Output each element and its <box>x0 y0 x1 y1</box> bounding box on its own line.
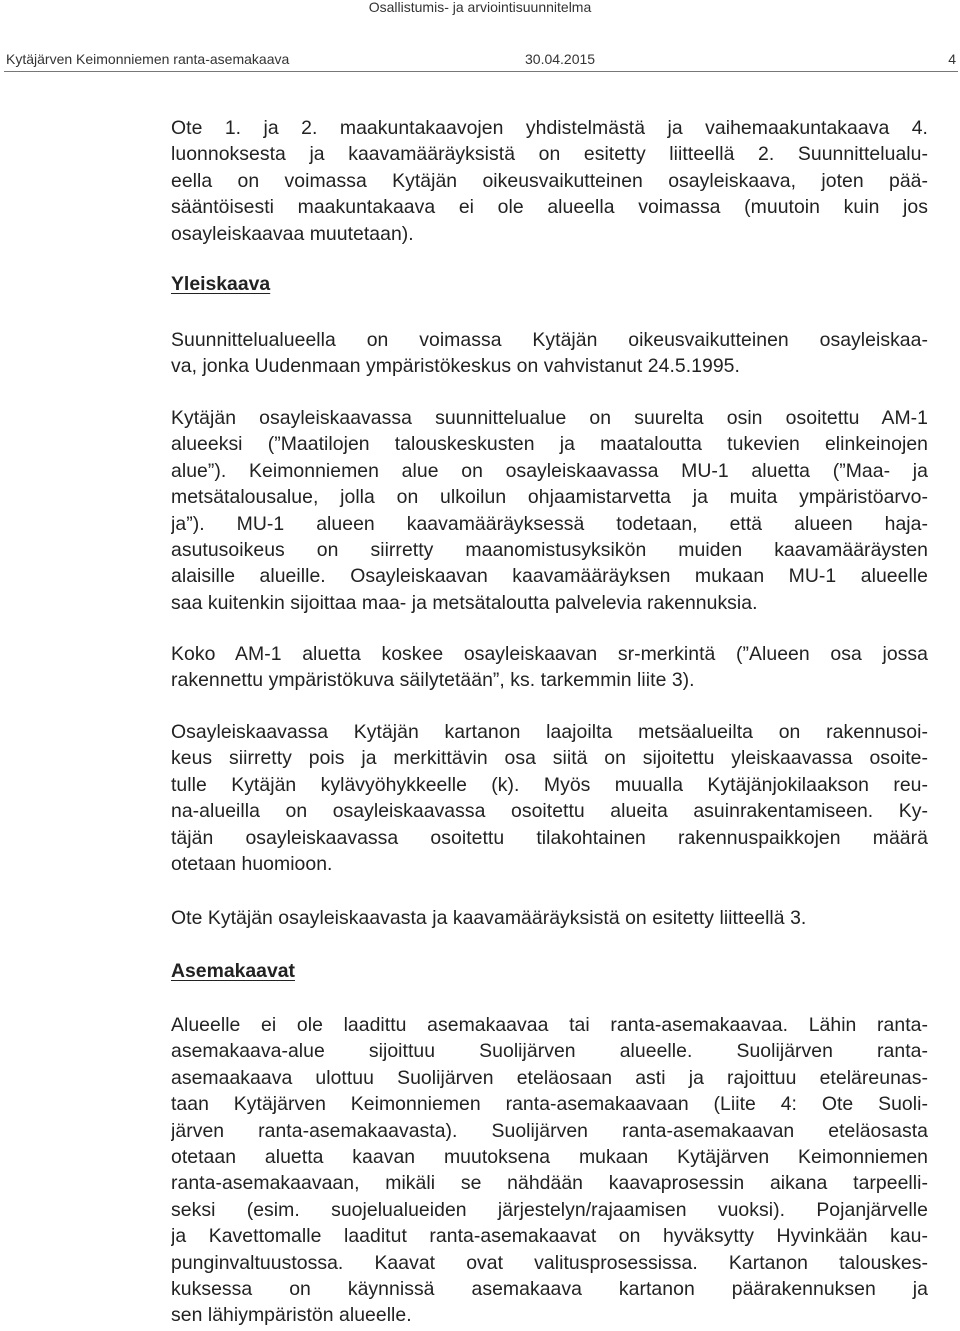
text-line: sääntöisesti maakuntakaava ei ole alueella voimassa (muutoin kuin jos <box>171 196 928 219</box>
paragraph-kartano <box>171 719 928 877</box>
document-date: 30.04.2015 <box>525 51 596 67</box>
text-line: alaisille alueille. Osayleiskaavan kaavamääräyksen mukaan MU-1 alueelle <box>171 565 928 588</box>
text-line: na-alueilla on osayleiskaavassa osoitettu alueita asuinrakentamiseen. Ky- <box>171 800 928 823</box>
text-line: ja Kavettomalle laaditut ranta-asemakaavat on hyväksytty Hyvinkään kau- <box>171 1225 928 1248</box>
heading-asemakaavat: Asemakaavat <box>171 960 295 982</box>
text-line: otetaan huomioon. <box>171 852 333 875</box>
text-line: punginvaltuustossa. Kaavat ovat valitusprosessissa. Kartanon talouskes- <box>171 1251 928 1274</box>
text-line: luonnoksesta ja kaavamääräyksistä on esitetty liitteellä 2. Suunnittelualu- <box>171 143 928 166</box>
document-title: Osallistumis- ja arviointisuunnitelma <box>368 0 592 15</box>
text-line: otetaan aluetta kaavan muutoksena mukaan Kytäjärven Keimonniemen <box>171 1145 928 1168</box>
header-divider <box>4 71 958 72</box>
text-line: ja”). MU-1 alueen kaavamääräyksessä todetaan, että alueen haja- <box>171 512 928 535</box>
text-line: rakennettu ympäristökuva säilytetään”, ks. tarkemmin liite 3). <box>171 669 695 692</box>
text-line: asemaakaava ulottuu Suolijärven eteläosaan asti ja rajoittuu eteläreunas- <box>171 1066 928 1089</box>
running-header <box>6 51 956 67</box>
text-line: asemakaava-alue sijoittuu Suolijärven alueelle. Suolijärven ranta- <box>171 1040 928 1063</box>
plan-name: Kytäjärven Keimonniemen ranta-asemakaava <box>6 51 290 67</box>
page-number: 4 <box>948 51 956 67</box>
text-line: osayleiskaavaa muutetaan). <box>171 222 414 245</box>
text-line: asutusoikeus on siirretty maanomistusyksikön muiden kaavamääräysten <box>171 538 928 561</box>
text-line: Osayleiskaavassa Kytäjän kartanon laajoilta metsäalueilta on rakennusoi- <box>171 721 928 743</box>
text-line: tulle Kytäjän kylävyöhykkeelle (k). Myös muualla Kytäjänjokilaakson reu- <box>171 773 928 796</box>
paragraph-liite3 <box>171 905 928 931</box>
text-line: sen lähiympäristön alueelle. <box>171 1304 412 1327</box>
heading-yleiskaava: Yleiskaava <box>171 273 271 295</box>
paragraph-yleiskaava-intro <box>171 327 928 380</box>
text-line: saa kuitenkin sijoittaa maa- ja metsätaloutta palvelevia rakennuksia. <box>171 591 758 614</box>
text-line: alueeksi (”Maatilojen talouskeskusten ja maataloutta tukevien elinkeinojen <box>171 433 928 456</box>
paragraph-am1 <box>171 641 928 694</box>
text-line: taan Kytäjärven Keimonniemen ranta-asemakaavaan (Liite 4: Ote Suoli- <box>171 1093 928 1116</box>
text-line: seksi (esim. suojelualueiden järjestelyn/rajaamisen vuoksi). Pojanjärvelle <box>171 1198 928 1221</box>
paragraph-osayleiskaava <box>171 405 928 616</box>
text-line: Ote Kytäjän osayleiskaavasta ja kaavamääräyksistä on esitetty liitteellä 3. <box>171 907 807 929</box>
paragraph-asemakaavat <box>171 1012 928 1329</box>
text-line: järven ranta-asemakaavasta). Suolijärven ranta-asemakaavan eteläosasta <box>171 1119 928 1142</box>
text-line: va, jonka Uudenmaan ympäristökeskus on vahvistanut 24.5.1995. <box>171 355 740 378</box>
text-line: Suunnittelualueella on voimassa Kytäjän oikeusvaikutteinen osayleiskaa- <box>171 329 928 351</box>
text-line: Kytäjän osayleiskaavassa suunnittelualue on suurelta osin osoitettu AM-1 <box>171 407 928 429</box>
text-line: alue”). Keimonniemen alue on osayleiskaavassa MU-1 aluetta (”Maa- ja <box>171 459 928 482</box>
text-line: ranta-asemakaavaan, mikäli se nähdään kaavaprosessin aikana tarpeelli- <box>171 1172 928 1195</box>
text-line: täjän osayleiskaavassa osoitettu tilakohtainen rakennuspaikkojen määrä <box>171 826 928 849</box>
text-line: Alueelle ei ole laadittu asemakaavaa tai ranta-asemakaavaa. Lähin ranta- <box>171 1014 928 1036</box>
text-line: kuksessa on käynnissä asemakaava kartanon päärakennuksen ja <box>171 1277 928 1300</box>
text-line: Koko AM-1 aluetta koskee osayleiskaavan sr-merkintä (”Alueen osa jossa <box>171 643 928 665</box>
text-line: metsätalousalue, jolla on ulkoilun ohjaamistarvetta ja muita ympäristöarvo- <box>171 486 928 509</box>
text-line: keus siirretty pois ja merkittävin osa siitä on sijoitettu yleiskaavassa osoite- <box>171 747 928 770</box>
text-line: Ote 1. ja 2. maakuntakaavojen yhdistelmästä ja vaihemaakuntakaava 4. <box>171 117 928 139</box>
paragraph-maakuntakaava <box>171 115 928 247</box>
text-line: eella on voimassa Kytäjän oikeusvaikutteinen osayleiskaava, joten pää- <box>171 169 928 192</box>
